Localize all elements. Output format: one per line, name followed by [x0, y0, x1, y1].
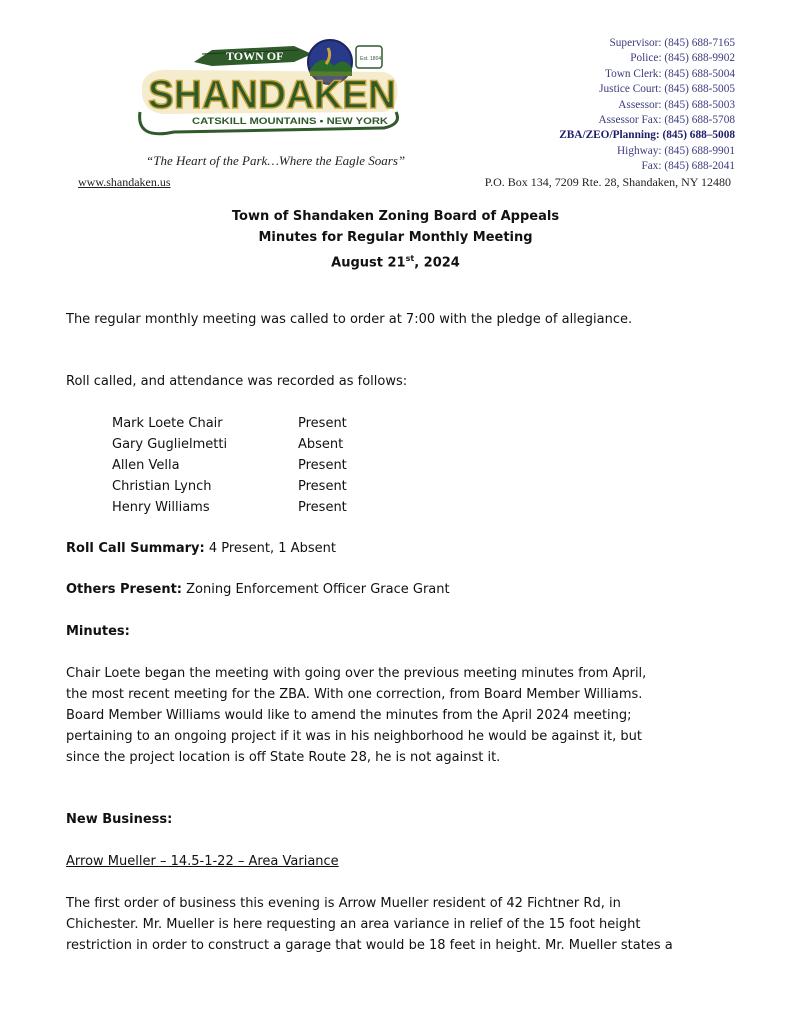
new-business-heading: New Business:	[66, 812, 173, 827]
minutes-heading: Minutes:	[66, 624, 130, 639]
member-status: Present	[298, 500, 347, 515]
roll-row	[112, 434, 372, 455]
title-line-1: Town of Shandaken Zoning Board of Appeals	[231, 209, 560, 224]
contact-police: Police: (845) 688-9902	[630, 52, 735, 65]
item-text: The first order of business this evening is Arrow Mueller resident of 42 Fichtner Rd, in Chichester. Mr. Mueller is here requesting an area variance in relief of the 15 foot height restriction in order to construct a garage that would be 18 feet in height. Mr. Mueller states a	[66, 896, 673, 953]
roll-row	[112, 455, 372, 476]
others-label: Others Present:	[66, 582, 182, 597]
tagline: “The Heart of the Park…Where the Eagle Soars”	[146, 153, 406, 168]
document-title	[0, 206, 791, 273]
others-value: Zoning Enforcement Officer Grace Grant	[182, 582, 450, 597]
minutes-text: Chair Loete began the meeting with going over the previous meeting minutes from April, the most recent meeting for the ZBA. With one correction, from Board Member Williams. Board Member Williams would like to amend the minutes from the April 2024 meeting; pertaining to an ongoing project if it was in his neighborhood he would be against it, but since the project location is off State Route 28, he is not against it.	[66, 666, 647, 765]
member-name: Allen Vella	[112, 458, 180, 473]
member-name: Mark Loete Chair	[112, 416, 223, 431]
website-link[interactable]: www.shandaken.us	[78, 175, 171, 189]
member-status: Present	[298, 479, 347, 494]
date-suffix: st	[405, 254, 415, 263]
contact-highway: Highway: (845) 688-9901	[617, 144, 735, 157]
date-year: , 2024	[414, 255, 460, 271]
roll-summary-value: 4 Present, 1 Absent	[204, 541, 336, 556]
member-name: Gary Guglielmetti	[112, 437, 228, 452]
contact-assessor-fax: Assessor Fax: (845) 688-5708	[598, 114, 735, 127]
member-status: Present	[298, 458, 347, 473]
contact-zba: ZBA/ZEO/Planning: (845) 688–5008	[559, 129, 735, 142]
title-line-2: Minutes for Regular Monthly Meeting	[258, 230, 533, 245]
meeting-date	[0, 248, 791, 273]
date-main: August 21	[331, 255, 406, 271]
member-status: Present	[298, 416, 347, 431]
roll-row	[112, 413, 372, 434]
logo-top-text: TOWN OF	[226, 49, 284, 63]
roll-intro: Roll called, and attendance was recorded as follows:	[66, 374, 408, 389]
contact-justice-court: Justice Court: (845) 688-5005	[599, 83, 735, 96]
roll-summary-label: Roll Call Summary:	[66, 541, 205, 556]
roll-row	[112, 497, 372, 518]
contact-town-clerk: Town Clerk: (845) 688-5004	[604, 67, 735, 80]
contact-supervisor: Supervisor: (845) 688-7165	[609, 37, 735, 49]
roll-row	[112, 476, 372, 497]
roll-list	[112, 413, 372, 518]
contact-assessor: Assessor: (845) 688-5003	[618, 98, 735, 111]
item-heading: Arrow Mueller – 14.5-1-22 – Area Variance	[66, 854, 339, 869]
contact-fax: Fax: (845) 688-2041	[641, 160, 735, 173]
logo-est-text: Est. 1804	[360, 56, 382, 62]
others-present	[66, 579, 726, 600]
member-status: Absent	[298, 437, 344, 452]
contact-list	[559, 36, 735, 175]
member-name: Christian Lynch	[112, 479, 212, 494]
logo-main-text: SHANDAKEN	[148, 73, 396, 117]
member-name: Henry Williams	[112, 500, 210, 515]
town-logo	[134, 32, 404, 152]
mailing-address: P.O. Box 134, 7209 Rte. 28, Shandaken, NY 12480	[484, 175, 731, 189]
roll-summary	[66, 538, 726, 559]
call-to-order: The regular monthly meeting was called to order at 7:00 with the pledge of allegiance.	[66, 312, 633, 327]
logo-sub-text: CATSKILL MOUNTAINS • NEW YORK	[192, 116, 389, 126]
